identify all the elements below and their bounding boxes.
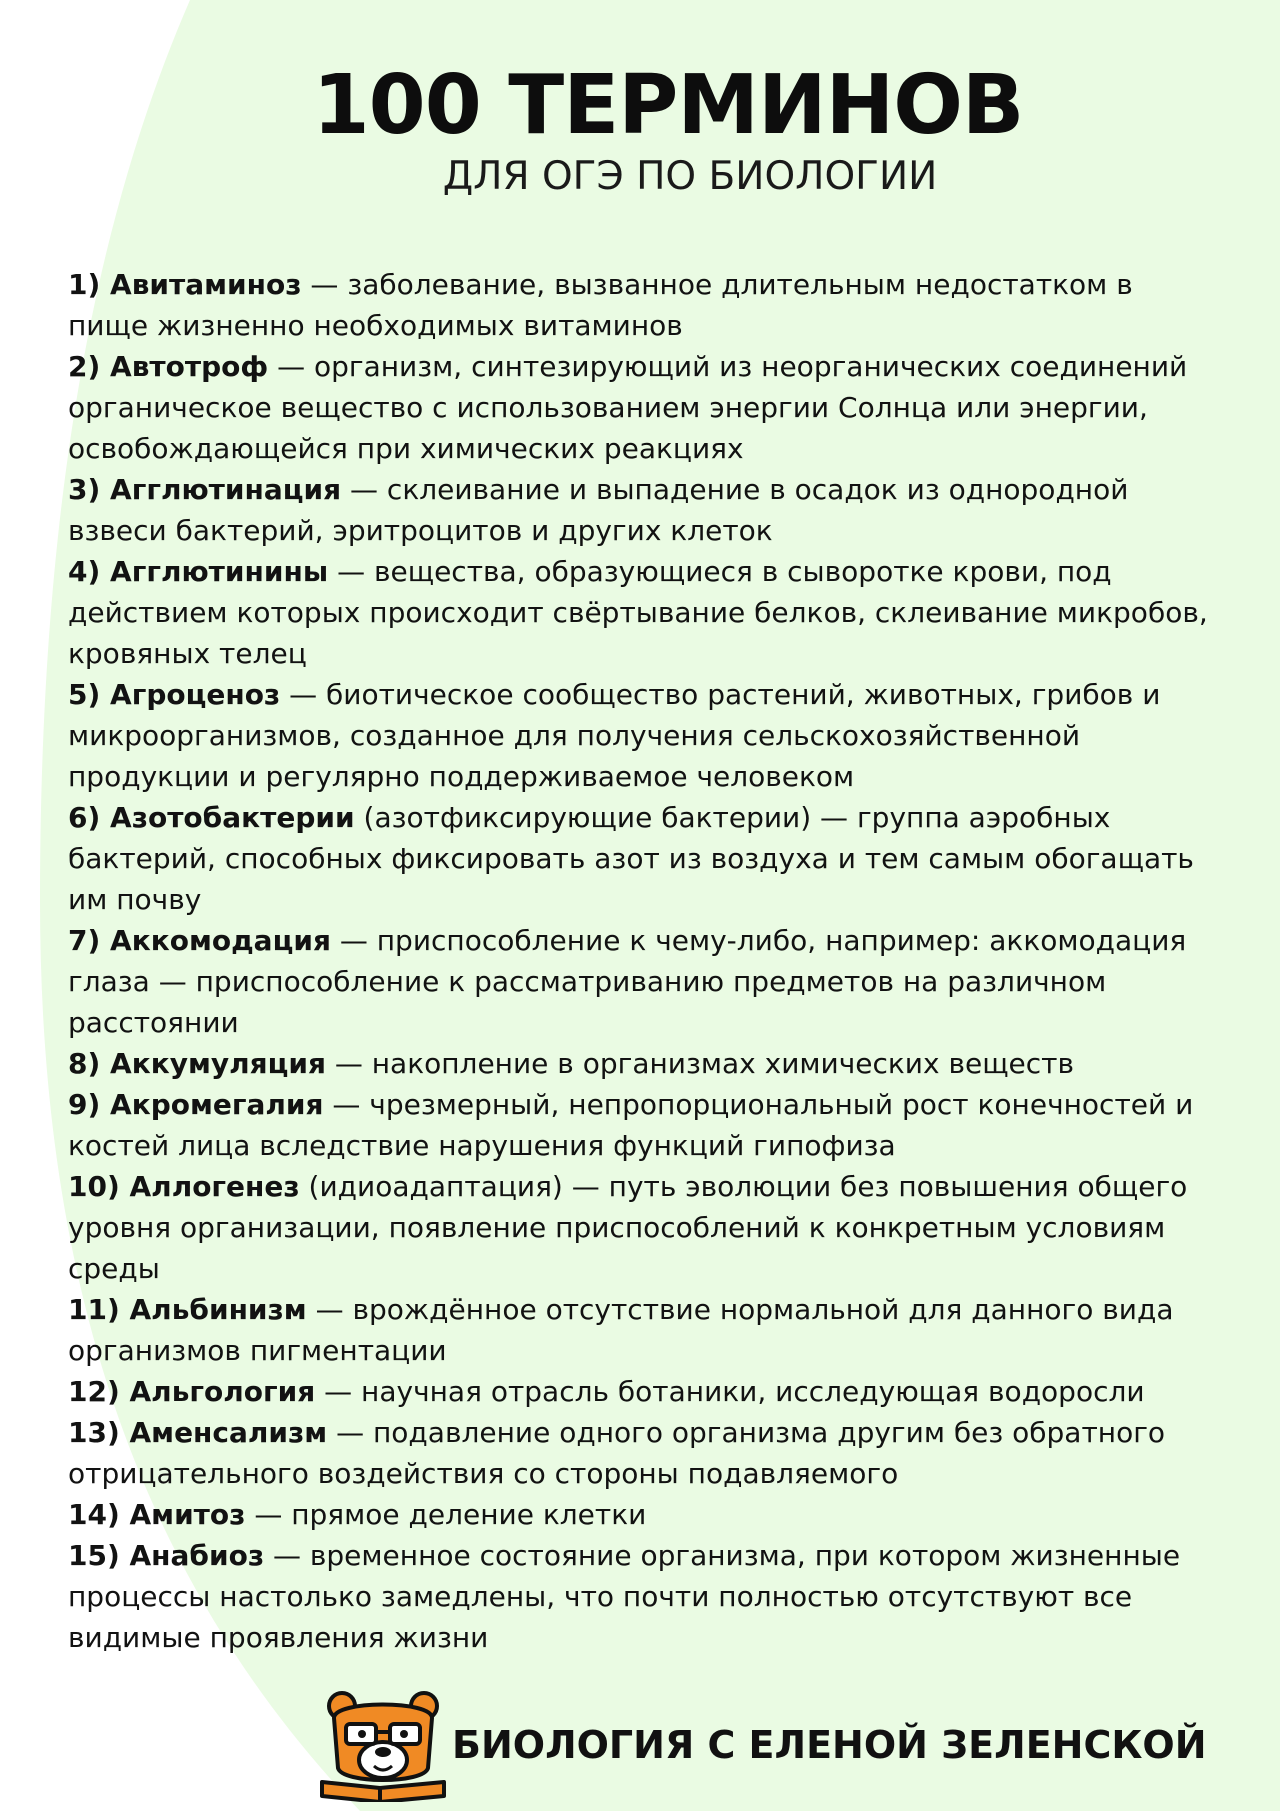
term-item (68, 551, 1218, 674)
term-heading: 13) Аменсализм (68, 1416, 328, 1449)
term-item (68, 1412, 1218, 1494)
term-heading: 10) Аллогенез (68, 1170, 300, 1203)
term-heading: 5) Агроценоз (68, 678, 281, 711)
term-definition: — организм, синтезирующий из неорганических соединений органическое вещество с использованием энергии Солнца или энергии, освобождающейся при химических реакциях (68, 350, 1188, 465)
term-heading: 9) Акромегалия (68, 1088, 324, 1121)
term-definition: — накопление в организмах химических веществ (325, 1047, 1074, 1080)
term-heading: 7) Аккомодация (68, 924, 331, 957)
term-item (68, 674, 1218, 797)
term-heading: 1) Авитаминоз (68, 268, 302, 301)
term-item (68, 1371, 1218, 1412)
term-definition: — подавление одного организма другим без обратного отрицательного воздействия со стороны подавляемого (68, 1416, 1166, 1490)
term-definition: — временное состояние организма, при котором жизненные процессы настолько замедлены, что почти полностью отсутствуют все видимые проявления жизни (68, 1539, 1181, 1654)
term-heading: 3) Агглютинация (68, 473, 342, 506)
brand-name: БИОЛОГИЯ С ЕЛЕНОЙ ЗЕЛЕНСКОЙ (452, 1723, 1207, 1767)
term-definition: — склеивание и выпадение в осадок из однородной взвеси бактерий, эритроцитов и других клеток (68, 473, 1129, 547)
term-heading: 6) Азотобактерии (68, 801, 355, 834)
bear-with-glasses-icon (316, 1690, 450, 1802)
term-heading: 15) Анабиоз (68, 1539, 265, 1572)
term-item (68, 264, 1218, 346)
terms-list (68, 264, 1218, 1658)
term-item (68, 1043, 1218, 1084)
term-definition: (азотфиксирующие бактерии) — группа аэробных бактерий, способных фиксировать азот из воздуха и тем самым обогащать им почву (68, 801, 1194, 916)
term-item (68, 469, 1218, 551)
term-definition: — биотическое сообщество растений, животных, грибов и микроорганизмов, созданное для получения сельскохозяйственной продукции и регулярно поддерживаемое человеком (68, 678, 1161, 793)
term-heading: 2) Автотроф (68, 350, 269, 383)
term-heading: 8) Аккумуляция (68, 1047, 326, 1080)
term-heading: 12) Альгология (68, 1375, 316, 1408)
page-title: 100 ТЕРМИНОВ (312, 58, 1024, 153)
term-heading: 11) Альбинизм (68, 1293, 307, 1326)
term-heading: 4) Агглютинины (68, 555, 329, 588)
term-item (68, 920, 1218, 1043)
term-definition: — врождённое отсутствие нормальной для данного вида организмов пигментации (68, 1293, 1174, 1367)
term-definition: — приспособление к чему-либо, например: аккомодация глаза — приспособление к рассматриванию предметов на различном расстоянии (68, 924, 1187, 1039)
term-item (68, 1535, 1218, 1658)
footer-brand (300, 1690, 1260, 1802)
term-item (68, 1084, 1218, 1166)
term-item (68, 1166, 1218, 1289)
page-subtitle: ДЛЯ ОГЭ ПО БИОЛОГИИ (442, 154, 938, 199)
term-definition: — заболевание, вызванное длительным недостатком в пище жизненно необходимых витаминов (68, 268, 1133, 342)
term-item (68, 797, 1218, 920)
term-heading: 14) Амитоз (68, 1498, 246, 1531)
term-item (68, 346, 1218, 469)
header (0, 58, 1280, 200)
term-definition: — прямое деление клетки (245, 1498, 647, 1531)
term-item (68, 1494, 1218, 1535)
term-definition: — чрезмерный, непропорциональный рост конечностей и костей лица вследствие нарушения функций гипофиза (68, 1088, 1194, 1162)
term-definition: — вещества, образующиеся в сыворотке крови, под действием которых происходит свёртывание белков, склеивание микробов, кровяных телец (68, 555, 1208, 670)
term-definition: (идиоадаптация) — путь эволюции без повышения общего уровня организации, появление приспособлений к конкретным условиям среды (68, 1170, 1188, 1285)
term-definition: — научная отрасль ботаники, исследующая водоросли (315, 1375, 1145, 1408)
term-item (68, 1289, 1218, 1371)
